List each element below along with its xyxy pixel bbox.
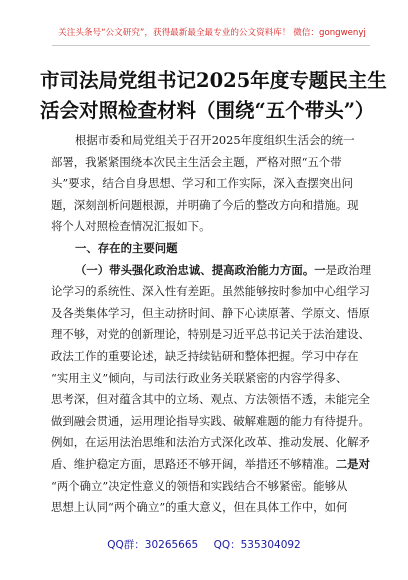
body-line: 思考深，但对蕴含其中的立场、观点、方法领悟不透，未能完全 <box>51 392 370 407</box>
body-line: 政法工作的重要论述，缺乏持续钻研和整体把握。学习中存在 <box>51 348 359 363</box>
header-note: 关注头条号“公文研究”，获得最新最全最专业的公文资料库！ 微信：gongwenyj <box>58 28 366 38</box>
body-line-tail: 是政治理 <box>325 262 372 277</box>
section-heading: 一、存在的主要问题 <box>75 240 178 255</box>
body-line <box>51 260 372 282</box>
body-line: 理不够，对党的创新理论，特别是习近平总书记关于法治建设、 <box>51 327 370 342</box>
body-line: 及各类集体学习，但主动挤时间、静下心读原著、学原文、悟原 <box>51 305 370 320</box>
point-lead: 二是对 <box>335 456 370 471</box>
document-title <box>40 66 387 126</box>
body-line: 思想上认同“两个确立”的重大意义，但在具体工作中，如何 <box>51 500 348 515</box>
body-line-text: 盾、维护稳定方面，思路还不够开阔，举措还不够精准。 <box>51 456 336 471</box>
body-line: 头”要求，结合自身思想、学习和工作实际，深入查摆突出问 <box>51 176 353 191</box>
body-line <box>51 454 370 476</box>
footer-contacts <box>0 537 408 552</box>
body-line: 论学习的系统性、深入性有差距。虽然能够按时参加中心组学习 <box>51 284 370 299</box>
body-line: “实用主义”倾向，与司法行政业务关联紧密的内容学得多、 <box>51 370 348 385</box>
body-line: 例如，在运用法治思维和法治方式深化改革、推动发展、化解矛 <box>51 435 370 450</box>
footer-qq-group: QQ群：30265665 <box>107 539 199 551</box>
title-line-1: 市司法局党组书记2025年度专题民主生 <box>40 69 387 92</box>
title-line-2: 活会对照检查材料（围绕“五个带头”） <box>40 99 375 122</box>
footer-qq: QQ：535304092 <box>213 539 301 551</box>
header-divider <box>52 45 370 46</box>
body-line: 部署，我紧紧围绕本次民主生活会主题，严格对照“五个带 <box>51 154 342 169</box>
document-body <box>51 130 372 519</box>
body-line: 根据市委和局党组关于召开2025年度组织生活会的统一 <box>75 133 355 147</box>
body-line: “两个确立”决定性意义的领悟和实践结合不够紧密。能够从 <box>51 478 348 493</box>
body-line: 题，深刻剖析问题根源，并明确了今后的整改方向和措施。现 <box>51 197 359 212</box>
body-line: 将个人对照检查情况汇报如下。 <box>51 219 211 234</box>
subsection-lead: （一）带头强化政治忠诚、提高政治能力方面。一 <box>75 262 326 277</box>
body-line: 做到融会贯通，运用理论指导实践、破解难题的能力有待提升。 <box>51 413 370 428</box>
